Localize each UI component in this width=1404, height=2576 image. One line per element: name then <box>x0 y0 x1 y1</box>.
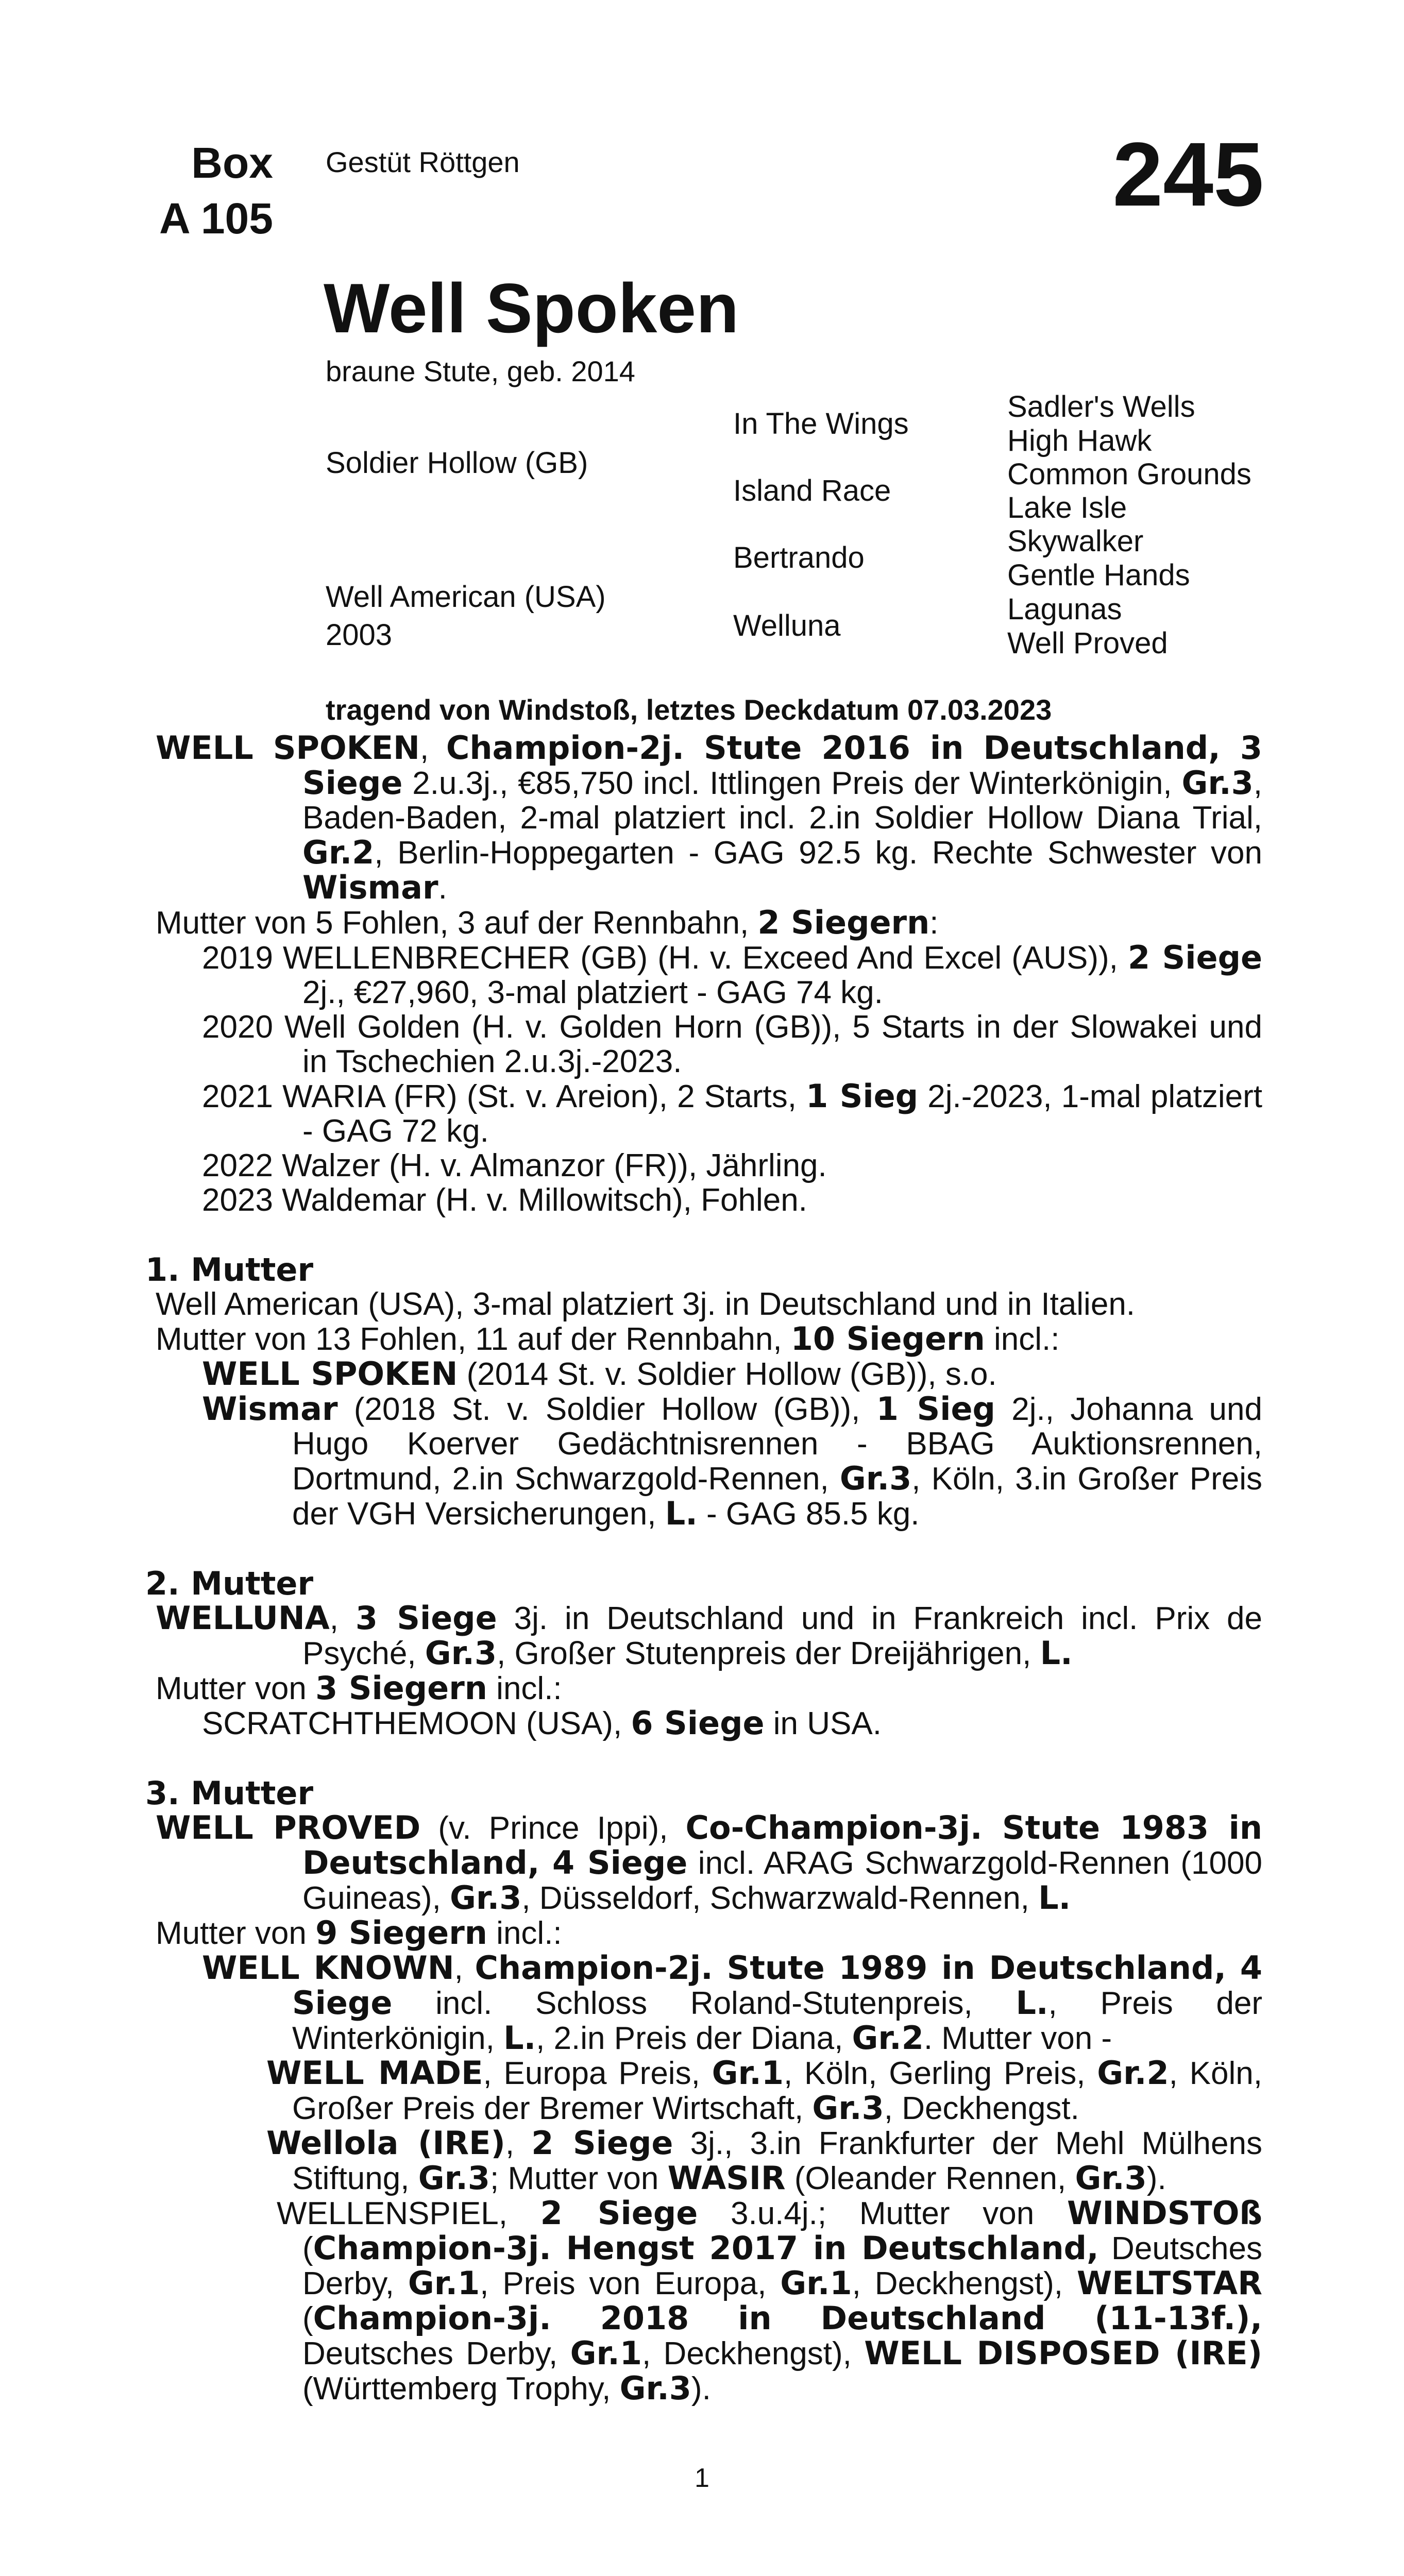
section-horse-record: WELL SPOKEN, Champion-2j. Stute 2016 in Deutschland, 3 Siege 2.u.3j., €85,750 incl. Ittlingen Preis der Winterkönigin, Gr.3, Baden-Baden, 2-mal platziert incl. 2.in Soldier Hollow Diana Trial, Gr.2, Berlin-Hoppegarten - GAG 92.5 kg. Rechte Schwester von Wismar. <box>156 729 1262 906</box>
box-label-line2: A 105 <box>159 194 273 243</box>
produce-2020: 2020 Well Golden (H. v. Golden Horn (GB)), 5 Starts in der Slowakei und in Tschechien 2.u.3j.-2023. <box>202 1009 1262 1079</box>
covering-note: tragend von Windstoß, letztes Deckdatum 07.03.2023 <box>326 693 1052 726</box>
pedigree-dam: Well American (USA) <box>326 580 606 614</box>
produce-2019: 2019 WELLENBRECHER (GB) (H. v. Exceed And Excel (AUS)), 2 Siege 2j., €27,960, 3-mal platziert - GAG 74 kg. <box>202 939 1262 1010</box>
pedigree-gen2-4: Welluna <box>733 609 841 642</box>
horse-name: Well Spoken <box>324 269 739 347</box>
pedigree-gen3-3: Common Grounds <box>1007 457 1251 491</box>
dam1-produce-well-spoken: WELL SPOKEN (2014 St. v. Soldier Hollow (GB)), s.o. <box>202 1355 997 1393</box>
pedigree-gen2-2: Island Race <box>733 474 891 507</box>
dam1-record: Well American (USA), 3-mal platziert 3j. in Deutschland und in Italien. <box>156 1286 1136 1322</box>
pedigree-gen2-3: Bertrando <box>733 541 865 574</box>
dam3-record: WELL PROVED (v. Prince Ippi), Co-Champion-3j. Stute 1983 in Deutschland, 4 Siege incl. ARAG Schwarzgold-Rennen (1000 Guineas), Gr.3, Düsseldorf, Schwarzwald-Rennen, L. <box>156 1809 1262 1917</box>
dam1-produce-wismar: Wismar (2018 St. v. Soldier Hollow (GB)), 1 Sieg 2j., Johanna und Hugo Koerver Gedächtnisrennen - BBAG Auktionsrennen, Dortmund, 2.in Schwarzgold-Rennen, Gr.3, Köln, 3.in Großer Preis der VGH Versicherungen, L. - GAG 85.5 kg. <box>202 1390 1262 1532</box>
pedigree-dam-year: 2003 <box>326 618 393 652</box>
pedigree-gen3-6: Gentle Hands <box>1007 558 1190 592</box>
pedigree-gen3-4: Lake Isle <box>1007 491 1127 524</box>
produce-summary: Mutter von 5 Fohlen, 3 auf der Rennbahn, 2 Siegern: <box>156 904 939 941</box>
box-label-line1: Box <box>191 139 273 187</box>
pedigree-gen3-2: High Hawk <box>1007 424 1152 457</box>
heading-3-mutter: 3. Mutter <box>145 1774 314 1812</box>
pedigree-gen3-7: Lagunas <box>1007 592 1122 626</box>
pedigree-gen3-1: Sadler's Wells <box>1007 390 1195 423</box>
dam3-grandproduce-well-made: WELL MADE, Europa Preis, Gr.1, Köln, Gerling Preis, Gr.2, Köln, Großer Preis der Bremer Wirtschaft, Gr.3, Deckhengst. <box>266 2054 1263 2127</box>
pedigree-gen2-1: In The Wings <box>733 407 909 440</box>
dam3-grandproduce-wellola: Wellola (IRE), 2 Siege 3j., 3.in Frankfurter der Mehl Mülhens Stiftung, Gr.3; Mutter von WASIR (Oleander Rennen, Gr.3). <box>266 2124 1262 2197</box>
pedigree-gen3-8: Well Proved <box>1007 626 1168 660</box>
dam2-produce-scratchthemoon: SCRATCHTHEMOON (USA), 6 Siege in USA. <box>202 1704 882 1742</box>
produce-2021: 2021 WARIA (FR) (St. v. Areion), 2 Starts, 1 Sieg 2j.-2023, 1-mal platziert - GAG 72 kg. <box>202 1077 1263 1149</box>
dam3-produce-summary: Mutter von 9 Siegern incl.: <box>156 1914 562 1952</box>
produce-2023: 2023 Waldemar (H. v. Millowitsch), Fohlen. <box>202 1182 807 1218</box>
dam2-produce-summary: Mutter von 3 Siegern incl.: <box>156 1669 562 1707</box>
lot-number: 245 <box>1112 124 1264 225</box>
horse-description: braune Stute, geb. 2014 <box>326 355 635 387</box>
produce-2022: 2022 Walzer (H. v. Almanzor (FR)), Jährling. <box>202 1148 827 1183</box>
page-number: 1 <box>695 2463 709 2493</box>
dam3-produce-well-known: WELL KNOWN, Champion-2j. Stute 1989 in Deutschland, 4 Siege incl. Schloss Roland-Stutenpreis, L., Preis der Winterkönigin, L., 2.in Preis der Diana, Gr.2. Mutter von - <box>202 1949 1262 2057</box>
dam3-grandproduce-wellenspiel: WELLENSPIEL, 2 Siege 3.u.4j.; Mutter von WINDSTOß (Champion-3j. Hengst 2017 in Deutschland, Deutsches Derby, Gr.1, Preis von Europa, Gr.1, Deckhengst), WELTSTAR (Champion-3j. 2018 in Deutschland (11-13f.), Deutsches Derby, Gr.1, Deckhengst), WELL DISPOSED (IRE) (Württemberg Trophy, Gr.3). <box>277 2194 1263 2407</box>
dam1-produce-summary: Mutter von 13 Fohlen, 11 auf der Rennbahn, 10 Siegern incl.: <box>156 1320 1060 1358</box>
pedigree-sire: Soldier Hollow (GB) <box>326 446 588 480</box>
breeder-name: Gestüt Röttgen <box>326 146 520 178</box>
pedigree-gen3-5: Skywalker <box>1007 524 1144 558</box>
heading-2-mutter: 2. Mutter <box>145 1565 314 1602</box>
heading-1-mutter: 1. Mutter <box>145 1251 314 1289</box>
dam2-record: WELLUNA, 3 Siege 3j. in Deutschland und in Frankreich incl. Prix de Psyché, Gr.3, Großer Stutenpreis der Dreijährigen, L. <box>156 1599 1262 1672</box>
catalogue-text <box>145 731 1262 2406</box>
box-label <box>103 135 273 246</box>
